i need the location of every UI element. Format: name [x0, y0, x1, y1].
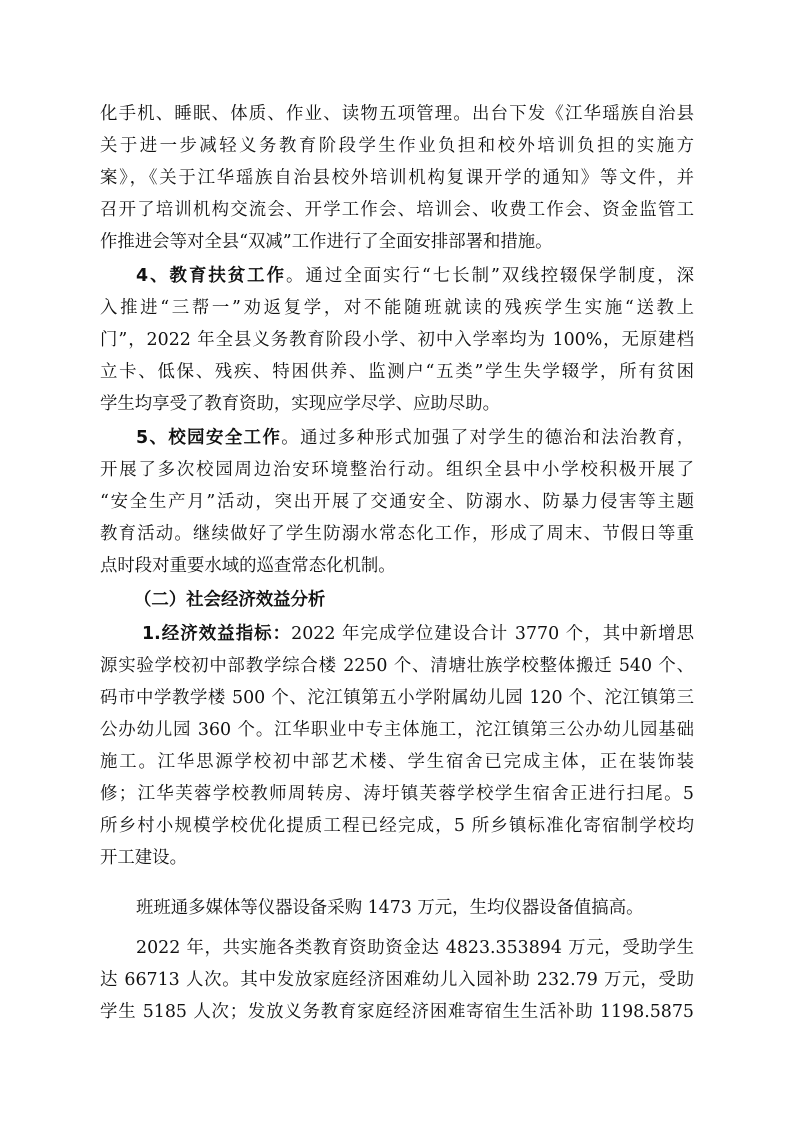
text-line	[100, 618, 694, 650]
text-line: “安全生产月”活动，突出开展了交通安全、防溺水、防暴力侵害等主题	[100, 492, 694, 512]
text-line: 关于进一步减轻义务教育阶段学生作业负担和校外培训负担的实施方	[100, 136, 694, 156]
text-line: 达 66713 人次。其中发放家庭经济困难幼儿入园补助 232.79 万元，受助	[100, 970, 694, 990]
paragraph-financial-aid	[100, 932, 694, 1028]
paragraph-heading: 5、校园安全工作	[136, 428, 282, 448]
paragraph-campus-safety	[100, 422, 694, 582]
text-line: 源实验学校初中部教学综合楼 2250 个、清塘壮族学校整体搬迁 540 个、	[100, 656, 694, 676]
text-line: 学生均享受了教育资助，实现应学尽学、应助尽助。	[100, 394, 500, 414]
text-line: 点时段对重要水域的巡查常态化机制。	[100, 556, 396, 576]
text-line: 学生 5185 人次；发放义务教育家庭经济困难寄宿生生活补助 1198.5875	[100, 1002, 694, 1022]
text-line: 门”，2022 年全县义务教育阶段小学、初中入学率均为 100%，无原建档	[100, 330, 694, 350]
text-line: 作推进会等对全县“双减”工作进行了全面安排部署和措施。	[100, 232, 553, 252]
text-line: 化手机、睡眠、体质、作业、读物五项管理。出台下发《江华瑶族自治县	[100, 104, 694, 124]
paragraph-heading: 1.经济效益指标：	[142, 624, 292, 644]
text-line: 公办幼儿园 360 个。江华职业中专主体施工，沱江镇第三公办幼儿园基础	[100, 720, 694, 740]
paragraph-double-reduction	[100, 98, 694, 258]
text-line	[100, 260, 694, 292]
text-line: 召开了培训机构交流会、开学工作会、培训会、收费工作会、资金监管工	[100, 200, 694, 220]
text-line: 教育活动。继续做好了学生防溺水常态化工作，形成了周末、节假日等重	[100, 524, 694, 544]
text-line: 施工。江华思源学校初中部艺术楼、学生宿舍已完成主体，正在装饰装	[100, 752, 694, 772]
section-heading: （二）社会经济效益分析	[134, 590, 326, 610]
paragraph-economic-indicators	[100, 618, 694, 874]
text-line	[100, 422, 694, 454]
text-line: 开工建设。	[100, 848, 187, 868]
text-line: 案》，《关于江华瑶族自治县校外培训机构复课开学的通知》等文件，并	[100, 168, 694, 188]
text-line: 开展了多次校园周边治安环境整治行动。组织全县中小学校积极开展了	[100, 460, 694, 480]
text-line: 修；江华芙蓉学校教师周转房、涛圩镇芙蓉学校学生宿舍正进行扫尾。5	[100, 784, 694, 804]
text-line: 码市中学教学楼 500 个、沱江镇第五小学附属幼儿园 120 个、沱江镇第三	[100, 688, 694, 708]
paragraph-heading: 4、教育扶贫工作	[136, 266, 286, 286]
paragraph-equipment	[100, 892, 694, 924]
text-run: 2022 年完成学位建设合计 3770 个，其中新增思	[291, 624, 694, 644]
text-line: 所乡村小规模学校优化提质工程已经完成，5 所乡镇标准化寄宿制学校均	[100, 816, 694, 836]
paragraph-poverty-education	[100, 260, 694, 420]
text-line: 入推进“三帮一”劝返复学，对不能随班就读的残疾学生实施“送教上	[100, 298, 694, 318]
text-run: 。通过全面实行“七长制”双线控辍保学制度，深	[286, 266, 694, 286]
text-line: 2022 年，共实施各类教育资助资金达 4823.353894 万元，受助学生	[136, 938, 694, 958]
text-line: 立卡、低保、残疾、特困供养、监测户“五类”学生失学辍学，所有贫困	[100, 362, 694, 382]
text-line: 班班通多媒体等仪器设备采购 1473 万元，生均仪器设备值搞高。	[136, 898, 644, 918]
text-run: 。通过多种形式加强了对学生的德治和法治教育，	[281, 428, 694, 448]
